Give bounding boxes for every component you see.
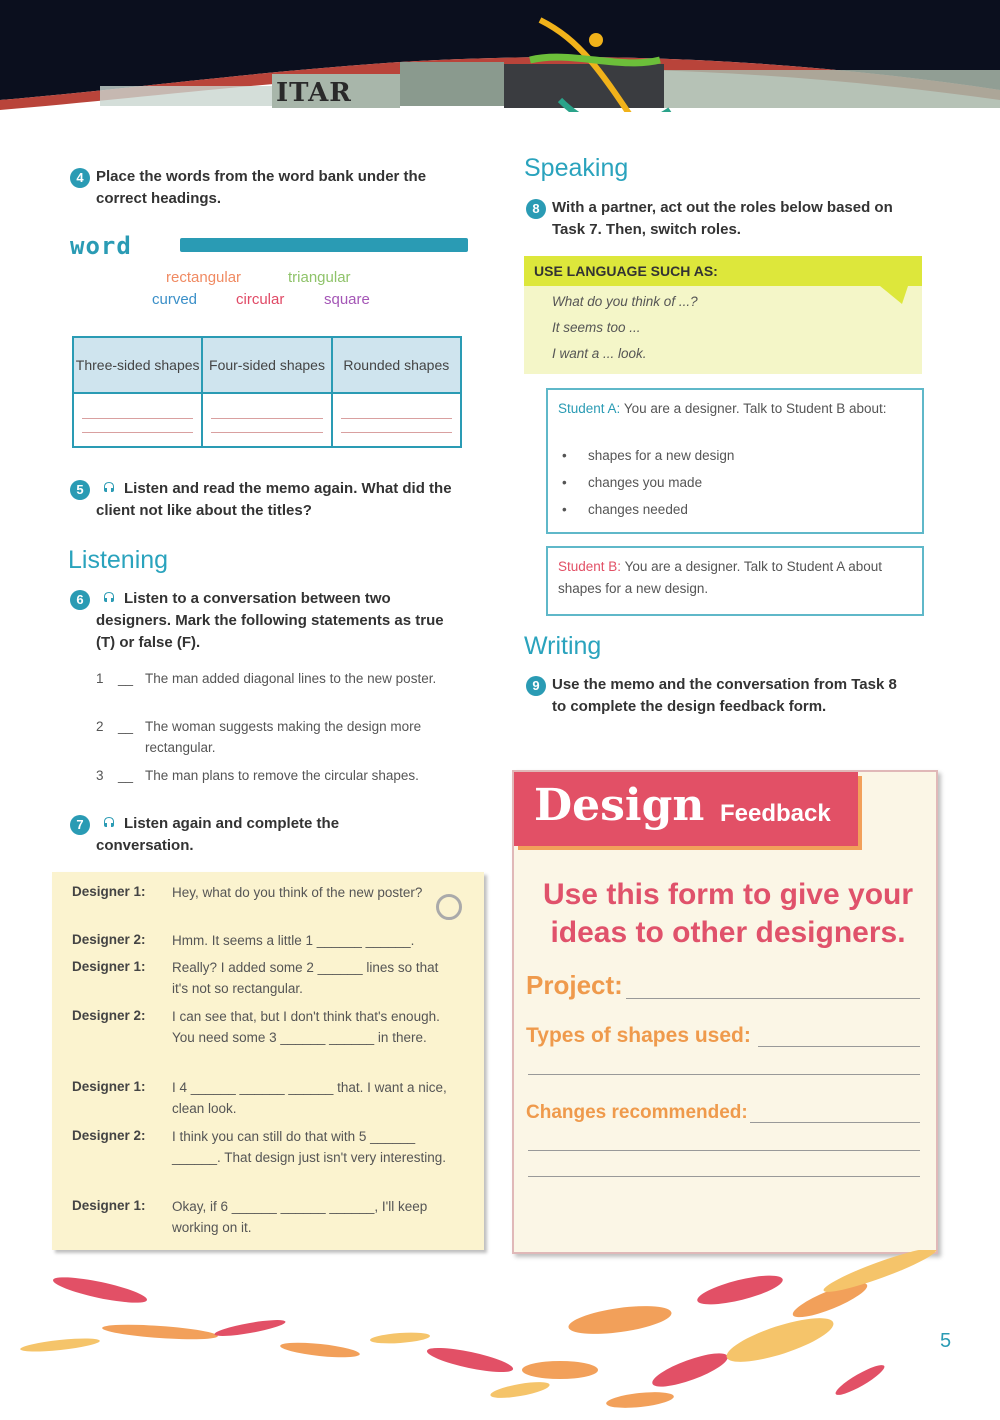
dialogue-speaker: Designer 1:	[72, 1079, 146, 1094]
language-example: What do you think of ...?	[552, 294, 698, 309]
word-bank-word: square	[324, 291, 370, 308]
table-header: Four-sided shapes	[202, 337, 331, 393]
dialogue-line: I can see that, but I don't think that's enough. You need some 3 ______ ______ in there.	[172, 1009, 440, 1045]
shapes-table	[72, 336, 462, 448]
project-line[interactable]	[626, 998, 920, 999]
dialogue-card	[52, 872, 484, 1250]
language-box-header	[524, 256, 922, 286]
paperclip-icon	[436, 894, 462, 920]
dialogue-speaker: Designer 1:	[72, 959, 146, 974]
shapes-line[interactable]	[758, 1046, 920, 1047]
changes-label: Changes recommended:	[526, 1102, 748, 1123]
student-b-description: You are a designer. Talk to Student A about shapes for a new design.	[558, 559, 883, 596]
bullet-icon: •	[562, 502, 567, 517]
task-4-instruction: Place the words from the word bank under the correct headings.	[96, 168, 427, 207]
word-bank-bar	[180, 238, 468, 252]
dialogue-line: Hey, what do you think of the new poster?	[172, 885, 423, 900]
task-7-instruction: Listen again and complete the conversation.	[96, 815, 340, 854]
dialogue-line: Okay, if 6 ______ ______ ______, I'll keep working on it.	[172, 1199, 428, 1235]
language-example: I want a ... look.	[552, 346, 647, 361]
writing-title: Writing	[524, 632, 602, 660]
student-a-card	[546, 388, 924, 534]
bullet-icon: •	[562, 475, 567, 490]
table-header: Rounded shapes	[332, 337, 461, 393]
task-number-7: 7	[70, 815, 90, 835]
task-9-instruction: Use the memo and the conversation from Task 8 to complete the design feedback form.	[552, 676, 897, 715]
student-b-label: Student B:	[558, 559, 622, 574]
answer-cell[interactable]	[202, 393, 331, 447]
student-a-bullet: changes needed	[588, 502, 688, 517]
answer-cell[interactable]	[332, 393, 461, 447]
statement-blank[interactable]: __	[118, 719, 134, 734]
banner-title: ITAR	[276, 78, 352, 108]
speech-tail-icon	[880, 286, 908, 306]
statement-text: The man added diagonal lines to the new poster.	[145, 671, 437, 686]
form-title-small: Feedback	[720, 800, 831, 827]
statement-number: 2	[96, 719, 104, 734]
table-header: Three-sided shapes	[73, 337, 202, 393]
task-number-5: 5	[70, 480, 90, 500]
statement-blank[interactable]: __	[118, 671, 134, 686]
student-a-description: You are a designer. Talk to Student B about:	[623, 401, 887, 416]
statement-blank[interactable]: __	[118, 768, 134, 783]
header-banner	[0, 0, 1000, 112]
task-number-8: 8	[526, 199, 546, 219]
form-header	[514, 772, 858, 846]
student-a-label: Student A:	[558, 401, 621, 416]
bullet-icon: •	[562, 448, 567, 463]
dialogue-line: Really? I added some 2 ______ lines so that it's not so rectangular.	[172, 960, 439, 996]
shapes-label: Types of shapes used:	[526, 1024, 751, 1047]
dialogue-speaker: Designer 1:	[72, 884, 146, 899]
statement-text: The man plans to remove the circular shapes.	[145, 768, 419, 783]
word-bank-logo: word	[70, 232, 132, 260]
form-intro: Use this form to give your ideas to other designers.	[542, 878, 914, 949]
dialogue-line: I think you can still do that with 5 ______ ______. That design just isn't very interesting.	[172, 1129, 446, 1165]
student-b-card	[546, 546, 924, 616]
student-a-bullet: shapes for a new design	[588, 448, 735, 463]
form-title-big: Design	[534, 780, 705, 831]
student-a-text	[558, 398, 908, 420]
answer-cell[interactable]	[73, 393, 202, 447]
task-8-instruction: With a partner, act out the roles below based on Task 7. Then, switch roles.	[552, 199, 893, 238]
speaking-title: Speaking	[524, 154, 629, 182]
page-number: 5	[940, 1330, 952, 1352]
listening-title: Listening	[68, 546, 169, 574]
task-5-instruction: Listen and read the memo again. What did the client not like about the titles?	[96, 480, 452, 519]
task-6-instruction: Listen to a conversation between two designers. Mark the following statements as true (T) or false (F).	[96, 590, 444, 651]
design-feedback-form	[512, 770, 938, 1254]
dialogue-speaker: Designer 2:	[72, 1008, 146, 1023]
dialogue-line: I 4 ______ ______ ______ that. I want a nice, clean look.	[172, 1080, 447, 1116]
dialogue-speaker: Designer 2:	[72, 1128, 146, 1143]
word-bank-word: rectangular	[166, 269, 242, 286]
language-example: It seems too ...	[552, 320, 641, 335]
dialogue-line: Hmm. It seems a little 1 ______ ______.	[172, 933, 415, 948]
task-number-9: 9	[526, 676, 546, 696]
language-header-text: USE LANGUAGE SUCH AS:	[534, 263, 718, 279]
statement-number: 3	[96, 768, 104, 783]
banner-graphic	[0, 0, 1000, 112]
changes-line[interactable]	[528, 1150, 920, 1151]
dialogue-speaker: Designer 1:	[72, 1198, 146, 1213]
word-bank-word: curved	[152, 291, 198, 308]
statement-number: 1	[96, 671, 104, 686]
changes-line[interactable]	[750, 1122, 920, 1123]
project-label: Project:	[526, 970, 623, 1000]
word-bank-word: circular	[236, 291, 285, 308]
changes-line[interactable]	[528, 1176, 920, 1177]
student-a-bullet: changes you made	[588, 475, 703, 490]
task-number-6: 6	[70, 590, 90, 610]
language-box	[524, 256, 922, 374]
shapes-line[interactable]	[528, 1074, 920, 1075]
task-number-4: 4	[70, 168, 90, 188]
dialogue-speaker: Designer 2:	[72, 932, 146, 947]
statement-text: The woman suggests making the design more rectangular.	[145, 719, 422, 755]
footer-leaves-decoration	[0, 1250, 1000, 1420]
word-bank-word: triangular	[288, 269, 351, 286]
student-b-text	[558, 556, 908, 600]
